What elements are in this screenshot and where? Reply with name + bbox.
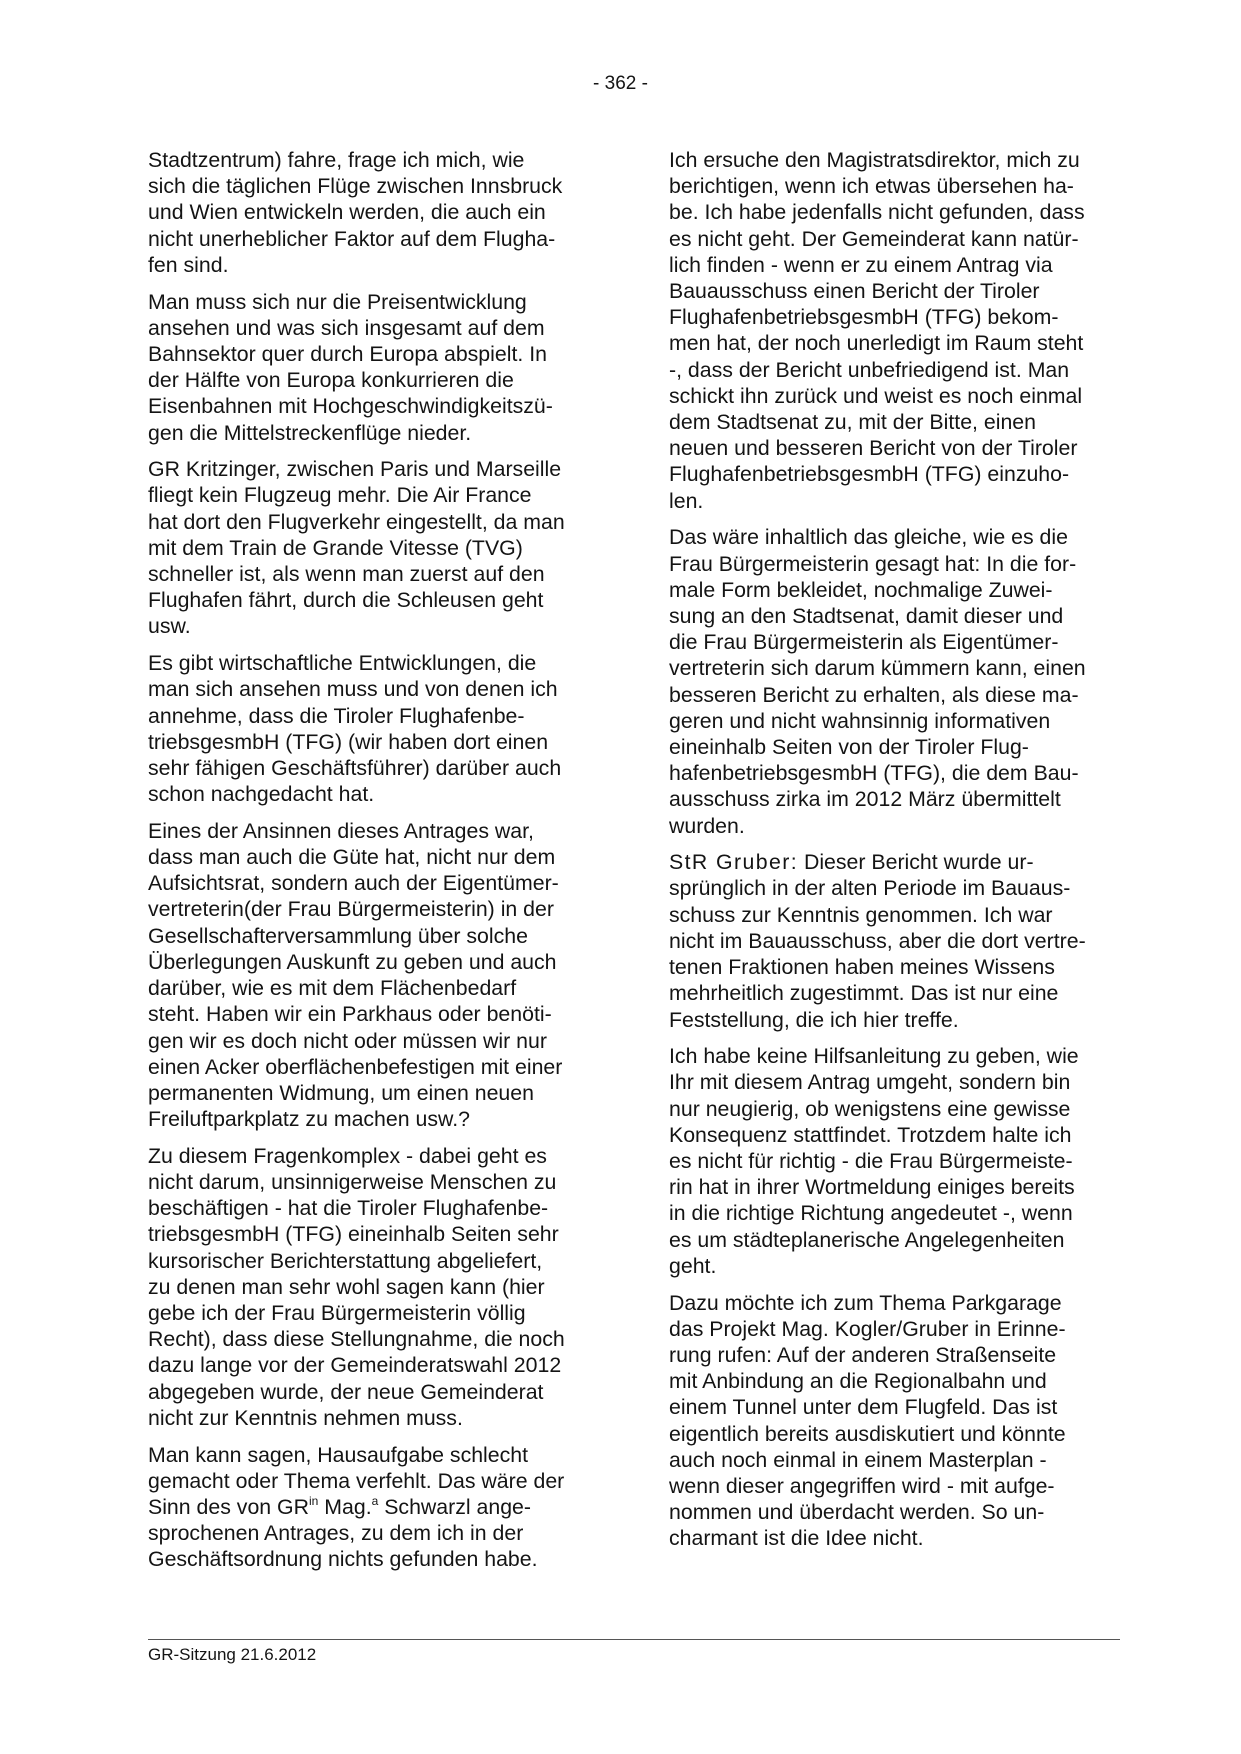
paragraph: Stadtzentrum) fahre, frage ich mich, wie sich die täglichen Flüge zwischen Innsbruck und Wien entwickeln werden, die auch ein nicht unerheblicher Faktor auf dem Flugha- fen sind.: [148, 148, 563, 277]
paragraph-with-superscripts: [148, 1442, 600, 1573]
paragraph: Ich ersuche den Magistratsdirektor, mich zu berichtigen, wenn ich etwas übersehen ha- be. Ich habe jedenfalls nicht gefunden, dass es nicht geht. Der Gemeinderat kann natür- lich finden - wenn er zu einem Antrag via Bauausschuss einen Bericht der Tiroler FlughafenbetriebsgesmbH (TFG) bekom- men hat, der noch unerledigt im Raum steht -, dass der Bericht unbefriedigend ist. Man schickt ihn zurück und weist es noch einmal dem Stadtsenat zu, mit der Bitte, einen neuen und besseren Bericht von der Tiroler FlughafenbetriebsgesmbH (TFG) einzuho- len.: [669, 148, 1085, 513]
paragraph: Ich habe keine Hilfsanleitung zu geben, wie Ihr mit diesem Antrag umgeht, sondern bin nur neugierig, ob wenigstens eine gewisse Konsequenz stattfindet. Trotzdem halte ich es nicht für richtig - die Frau Bürgermeiste- rin hat in ihrer Wortmeldung einiges bereits in die richtige Richtung angedeutet -, wenn es um städteplanerische Angelegenheiten geht.: [669, 1044, 1079, 1278]
page-number: - 362 -: [593, 73, 648, 94]
left-column: [148, 147, 600, 1583]
text-line: gemacht oder Thema verfehlt. Das wäre der: [148, 1468, 565, 1493]
footer-session-date: GR-Sitzung 21.6.2012: [148, 1645, 317, 1664]
superscript: a: [371, 1493, 379, 1508]
paragraph: Dazu möchte ich zum Thema Parkgarage das Projekt Mag. Kogler/Gruber in Erinne- rung rufen: Auf der anderen Straßenseite mit Anbindung an die Regionalbahn und einem Tunnel unter dem Flugfeld. Das ist eigentlich bereits ausdiskutiert und könnte auch noch einmal in einem Masterplan - wenn dieser angegriffen wird - mit aufge- nommen und überdacht werden. So un- charmant ist die Idee nicht.: [669, 1290, 1066, 1551]
paragraph: Das wäre inhaltlich das gleiche, wie es die Frau Bürgermeisterin gesagt hat: In die for- male Form bekleidet, nochmalige Zuwei- sung an den Stadtsenat, damit dieser und die Frau Bürgermeisterin als Eigentümer- vertreterin sich darum kümmern kann, einen besseren Bericht zu erhalten, als diese ma- geren und nicht wahnsinnig informativen eineinhalb Seiten von der Tiroler Flug- hafenbetriebsgesmbH (TFG), die dem Bau- ausschuss zirka im 2012 März übermittelt wurden.: [669, 525, 1086, 838]
speaker-paragraph: [669, 849, 1121, 1032]
text-line: Man kann sagen, Hausaufgabe schlecht: [148, 1442, 529, 1467]
text-segment: Mag.: [318, 1494, 372, 1519]
right-column: [669, 147, 1121, 1562]
paragraph: Eines der Ansinnen dieses Antrages war, dass man auch die Güte hat, nicht nur dem Aufsichtsrat, sondern auch der Eigentümer- vertreterin(der Frau Bürgermeisterin) in der Gesellschafterversammlung über solche Überlegungen Auskunft zu geben und auch darüber, wie es mit dem Flächenbedarf steht. Haben wir ein Parkhaus oder benöti- gen wir es doch nicht oder müssen wir nur einen Acker oberflächenbefestigen mit einer permanenten Widmung, um einen neuen Freiluftparkplatz zu machen usw.?: [148, 818, 563, 1132]
text-segment: Sinn des von GR: [148, 1494, 309, 1519]
text-line: Geschäftsordnung nichts gefunden habe.: [148, 1547, 538, 1572]
paragraph: Man muss sich nur die Preisentwicklung ansehen und was sich insgesamt auf dem Bahnsektor quer durch Europa abspielt. In der Hälfte von Europa konkurrieren die Eisenbahnen mit Hochgeschwindigkeitszü- gen die Mittelstreckenflüge nieder.: [148, 289, 553, 445]
paragraph: Es gibt wirtschaftliche Entwicklungen, die man sich ansehen muss und von denen ich annehme, dass die Tiroler Flughafenbe- triebsgesmbH (TFG) (wir haben dort einen sehr fähigen Geschäftsführer) darüber auch schon nachgedacht hat.: [148, 651, 562, 807]
footer-divider: [148, 1639, 1120, 1640]
text-segment: Schwarzl ange-: [378, 1494, 531, 1519]
superscript: in: [309, 1493, 319, 1508]
speaker-name: StR Gruber:: [669, 850, 799, 875]
paragraph: GR Kritzinger, zwischen Paris und Marseille fliegt kein Flugzeug mehr. Die Air France hat dort den Flugverkehr eingestellt, da man mit dem Train de Grande Vitesse (TVG) schneller ist, als wenn man zuerst auf den Flughafen fährt, durch die Schleusen geht usw.: [148, 457, 565, 639]
speaker-text: Dieser Bericht wurde ur- sprünglich in der alten Periode im Bauaus- schuss zur Kenntnis genommen. Ich war nicht im Bauausschuss, aber die dort vertre- tenen Fraktionen haben meines Wissens mehrheitlich zugestimmt. Das ist nur eine Feststellung, die ich hier treffe.: [669, 850, 1086, 1032]
paragraph: Zu diesem Fragenkomplex - dabei geht es nicht darum, unsinnigerweise Menschen zu beschäftigen - hat die Tiroler Flughafenbe- triebsgesmbH (TFG) eineinhalb Seiten sehr kursorischer Berichterstattung abgeliefert, zu denen man sehr wohl sagen kann (hier gebe ich der Frau Bürgermeisterin völlig Recht), dass diese Stellungnahme, die noch dazu lange vor der Gemeinderatswahl 2012 abgegeben wurde, der neue Gemeinderat nicht zur Kenntnis nehmen muss.: [148, 1143, 565, 1430]
text-line: sprochenen Antrages, zu dem ich in der: [148, 1521, 524, 1546]
